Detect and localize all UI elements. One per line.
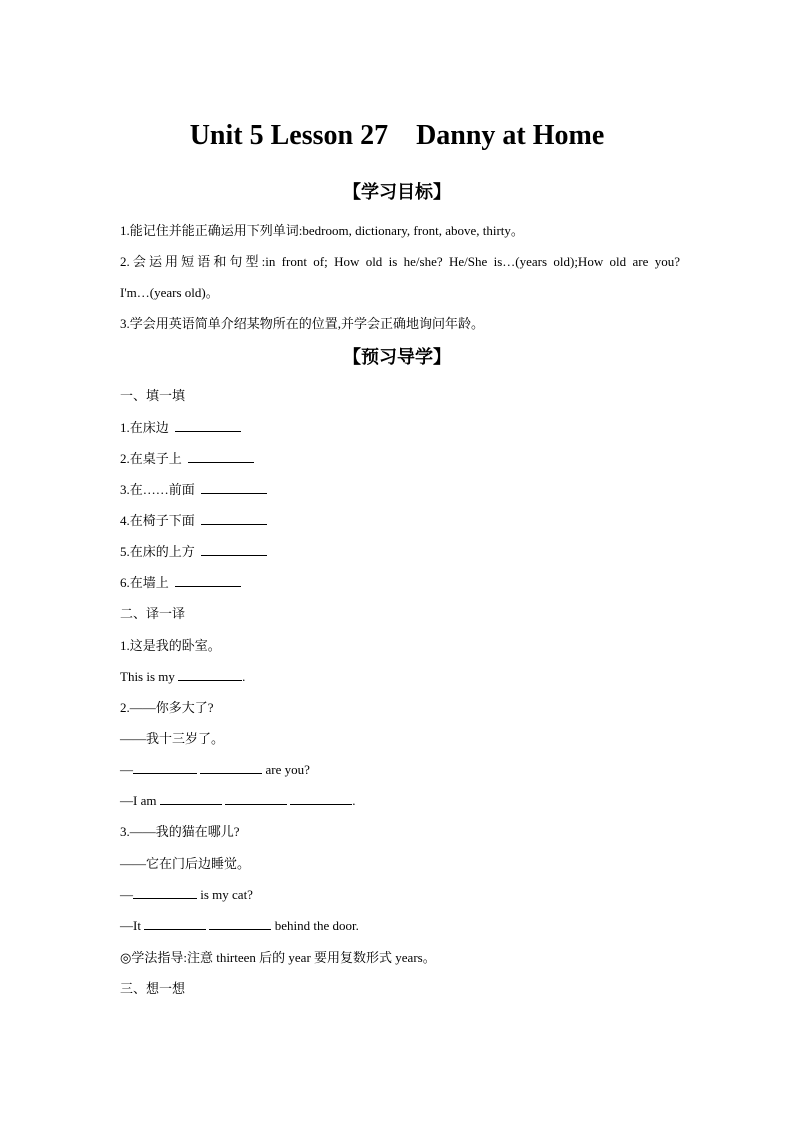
fill-item-label: 4.在椅子下面 bbox=[120, 513, 195, 528]
answer-blank[interactable] bbox=[178, 668, 242, 681]
answer-blank[interactable] bbox=[225, 792, 287, 805]
answer-blank[interactable] bbox=[201, 481, 267, 494]
translate-q3: 3.——我的猫在哪儿? bbox=[120, 824, 240, 839]
sentence-text: —It bbox=[120, 918, 141, 933]
sentence-text: . bbox=[242, 669, 246, 684]
fill-item-label: 3.在……前面 bbox=[120, 482, 195, 497]
translate-q3-english-question bbox=[120, 886, 680, 904]
answer-blank[interactable] bbox=[201, 512, 267, 525]
fill-item-label: 6.在墙上 bbox=[120, 575, 169, 590]
answer-blank[interactable] bbox=[133, 886, 197, 899]
answer-blank[interactable] bbox=[290, 792, 352, 805]
answer-blank[interactable] bbox=[201, 543, 267, 556]
translate-q2: 2.——你多大了? bbox=[120, 700, 214, 715]
objective-item-1: 1.能记住并能正确运用下列单词:bedroom, dictionary, front, above, thirty。 bbox=[120, 223, 524, 238]
sentence-text: — bbox=[120, 762, 133, 777]
sentence-text: are you? bbox=[265, 762, 310, 777]
sentence-text: is my cat? bbox=[200, 887, 253, 902]
fill-item bbox=[120, 512, 680, 530]
sentence-text: . bbox=[352, 793, 356, 808]
objective-item-3: 3.学会用英语简单介绍某物所在的位置,并学会正确地询问年龄。 bbox=[120, 316, 485, 331]
answer-blank[interactable] bbox=[175, 574, 241, 587]
translate-q2-english-question bbox=[120, 761, 680, 779]
answer-blank[interactable] bbox=[209, 917, 271, 930]
answer-blank[interactable] bbox=[188, 450, 254, 463]
page-title: Unit 5 Lesson 27 Danny at Home bbox=[189, 120, 605, 151]
sentence-text: This is my bbox=[120, 669, 175, 684]
fill-item-label: 5.在床的上方 bbox=[120, 544, 195, 559]
objectives-heading: 【学习目标】 bbox=[343, 182, 451, 203]
part2-title: 二、译一译 bbox=[120, 606, 186, 621]
objective-item-2: 2.会运用短语和句型:in front of; How old is he/she? He/She is…(years old);How old are you? bbox=[120, 254, 680, 269]
translate-q3-answer: ——它在门后边睡觉。 bbox=[120, 856, 251, 871]
answer-blank[interactable] bbox=[144, 917, 206, 930]
part3-title: 三、想一想 bbox=[120, 981, 186, 996]
fill-item bbox=[120, 543, 680, 561]
fill-item-label: 1.在床边 bbox=[120, 420, 169, 435]
fill-item bbox=[120, 450, 680, 468]
preview-heading: 【预习导学】 bbox=[343, 347, 451, 368]
part1-title: 一、填一填 bbox=[120, 388, 186, 403]
translate-q1-english bbox=[120, 668, 680, 686]
fill-item bbox=[120, 419, 680, 437]
objective-item-2-continued: I'm…(years old)。 bbox=[120, 285, 219, 300]
study-tip: ◎学法指导:注意 thirteen 后的 year 要用复数形式 years。 bbox=[120, 950, 436, 965]
answer-blank[interactable] bbox=[200, 761, 262, 774]
sentence-text: behind the door. bbox=[274, 918, 359, 933]
translate-q2-answer: ——我十三岁了。 bbox=[120, 731, 225, 746]
translate-q1: 1.这是我的卧室。 bbox=[120, 638, 221, 653]
answer-blank[interactable] bbox=[133, 761, 197, 774]
answer-blank[interactable] bbox=[160, 792, 222, 805]
sentence-text: — bbox=[120, 887, 133, 902]
translate-q3-english-answer bbox=[120, 917, 680, 935]
translate-q2-english-answer bbox=[120, 792, 680, 810]
fill-item bbox=[120, 481, 680, 499]
fill-item bbox=[120, 574, 680, 592]
sentence-text: —I am bbox=[120, 793, 157, 808]
fill-item-label: 2.在桌子上 bbox=[120, 451, 182, 466]
answer-blank[interactable] bbox=[175, 419, 241, 432]
